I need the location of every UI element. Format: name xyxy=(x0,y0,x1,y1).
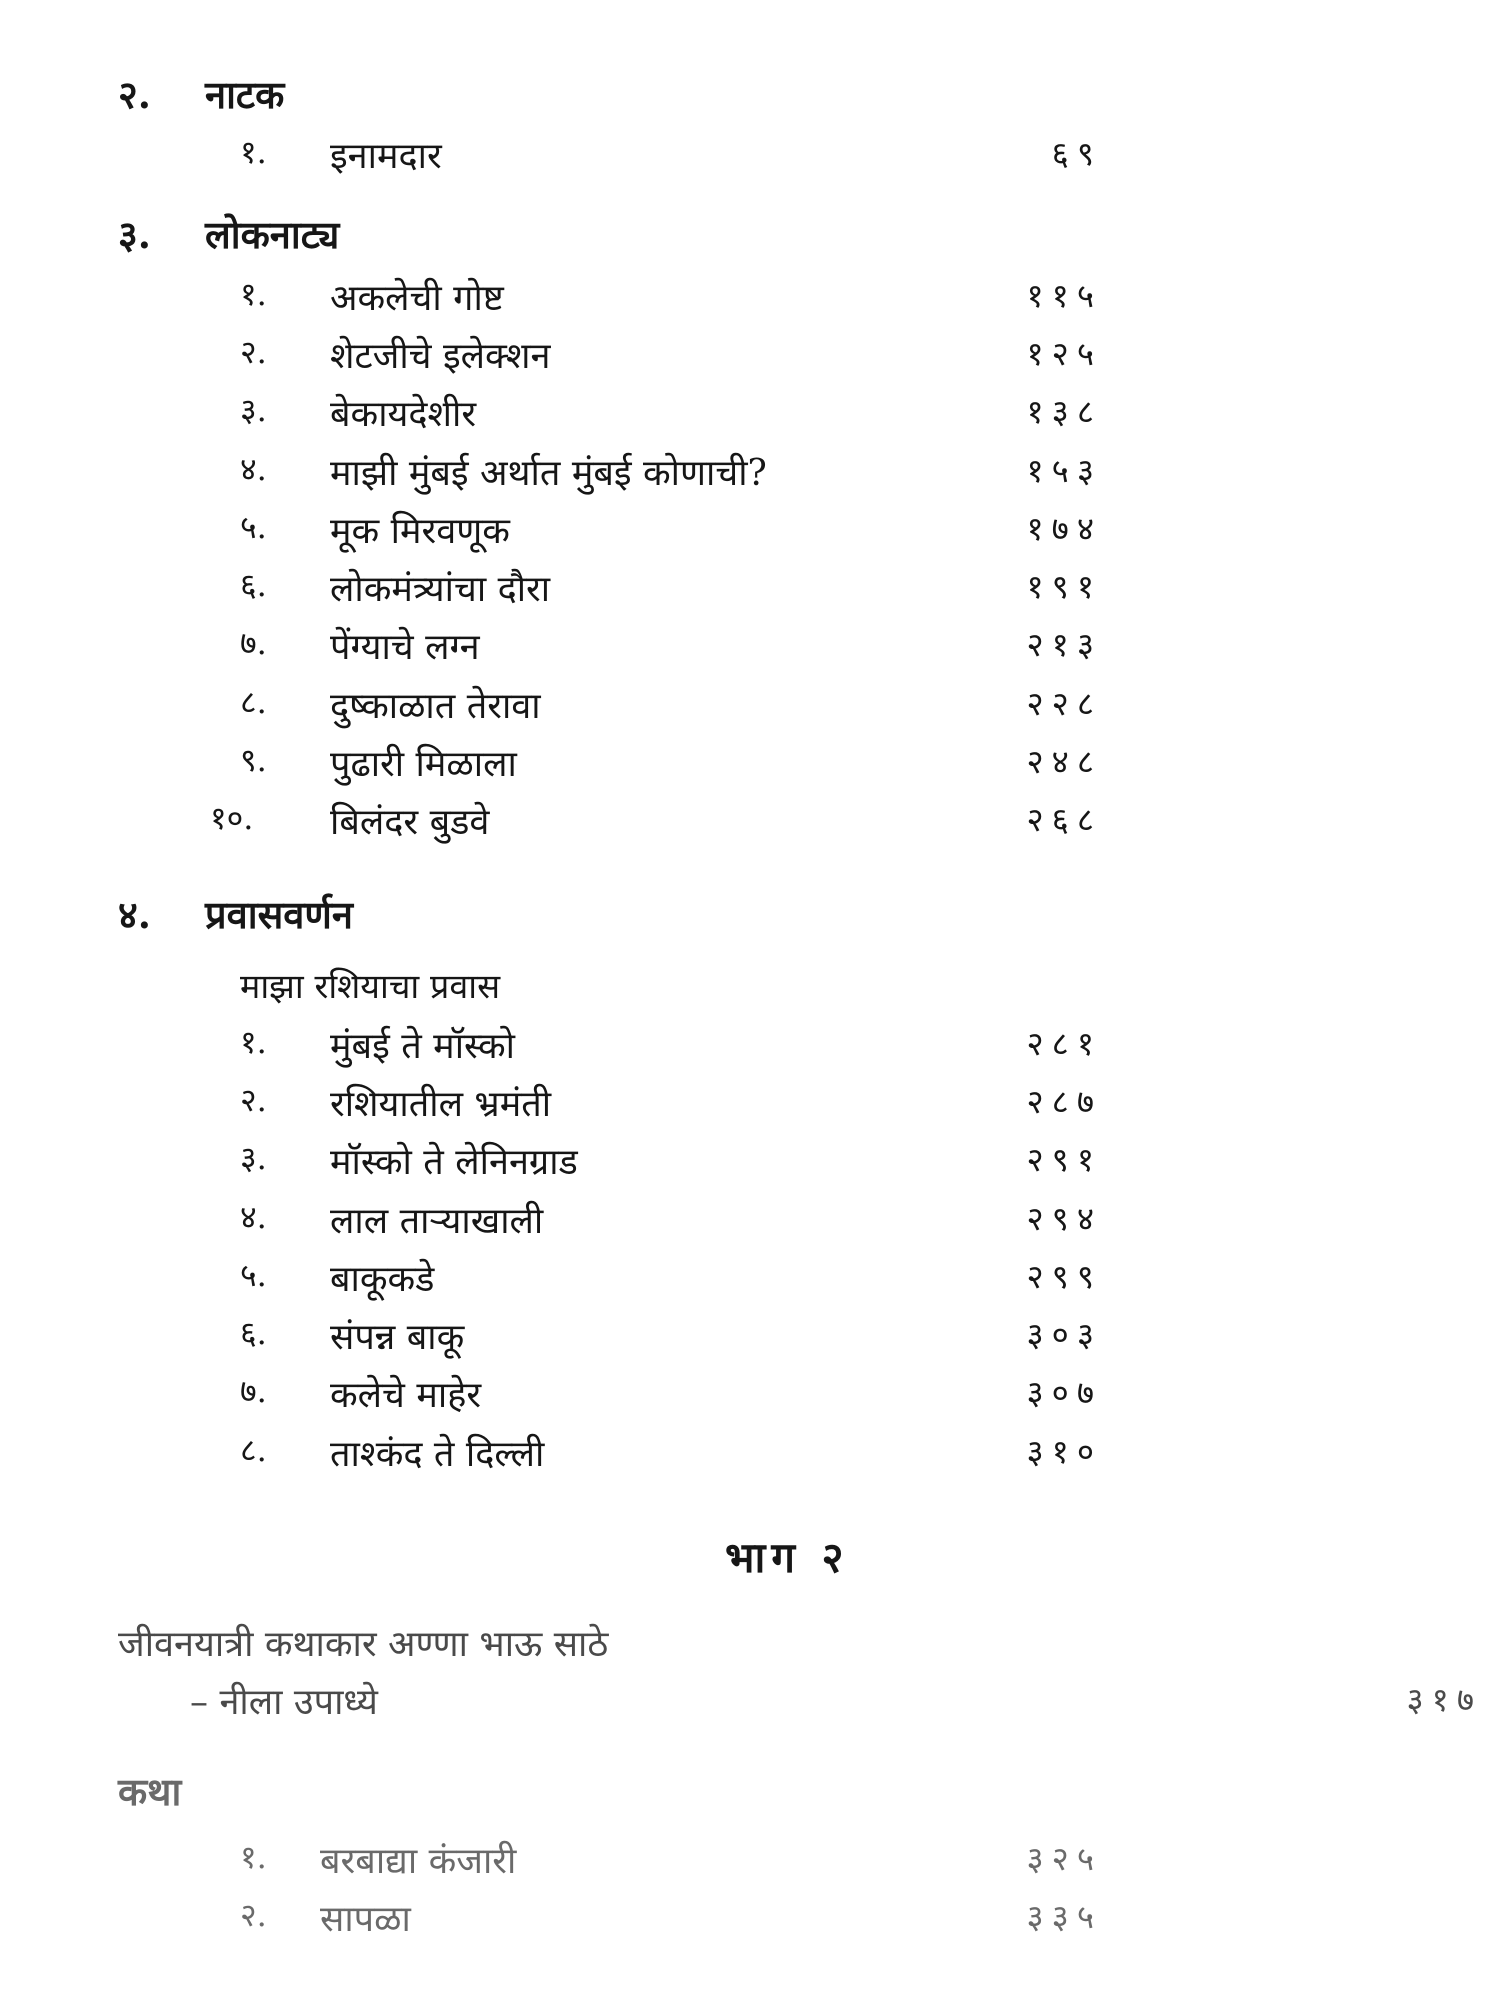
entry-title: बाकूकडे xyxy=(330,1259,435,1300)
entry-title: शेटजीचे इलेक्शन xyxy=(330,336,551,377)
section-heading-pravasvarnan xyxy=(0,888,1500,946)
entry-number: ५. xyxy=(240,1256,267,1294)
entry-title: बरबाद्या कंजारी xyxy=(320,1841,517,1882)
entry-number: ७. xyxy=(240,1372,267,1410)
section-number: ३. xyxy=(118,212,151,257)
section-title: प्रवासवर्णन xyxy=(205,892,353,937)
entry-page-number: १३८ xyxy=(1026,392,1102,431)
entry-page-number: १७४ xyxy=(1026,509,1102,548)
article-author-entry xyxy=(0,1676,1500,1734)
toc-entry xyxy=(0,1253,1500,1311)
entry-page-number: ११५ xyxy=(1026,276,1102,315)
toc-entry xyxy=(0,1369,1500,1427)
entry-page-number: २४८ xyxy=(1026,742,1102,781)
entry-title: सापळा xyxy=(320,1899,411,1940)
entry-number: ४. xyxy=(240,1198,267,1236)
toc-entry xyxy=(0,130,1500,188)
entry-number: ३. xyxy=(240,1139,267,1177)
entry-page-number: ३२५ xyxy=(1026,1839,1102,1878)
toc-entry xyxy=(0,1195,1500,1253)
entry-number: १. xyxy=(240,133,267,171)
toc-entry xyxy=(0,796,1500,854)
entry-number: १. xyxy=(240,1838,267,1876)
section-heading-natak xyxy=(0,68,1500,126)
entry-title: लोकमंत्र्यांचा दौरा xyxy=(330,569,551,610)
subsection-title: माझा रशियाचा प्रवास xyxy=(240,967,501,1007)
entry-title: माझी मुंबई अर्थात मुंबई कोणाची? xyxy=(330,453,767,494)
entry-title: मूक मिरवणूक xyxy=(330,511,510,552)
entry-number: ३. xyxy=(240,391,267,429)
entry-page-number: ३०३ xyxy=(1026,1315,1102,1354)
entry-number: ४. xyxy=(240,450,267,488)
entry-title: पेंग्याचे लग्न xyxy=(330,627,480,668)
entry-number: ७. xyxy=(240,624,267,662)
entry-page-number: १५३ xyxy=(1026,451,1102,490)
entry-number: २. xyxy=(240,333,267,371)
entry-page-number: २९४ xyxy=(1026,1199,1102,1238)
toc-entry xyxy=(0,1893,1500,1951)
entry-title: मॉस्को ते लेनिनग्राड xyxy=(330,1142,578,1183)
article-title: जीवनयात्री कथाकार अण्णा भाऊ साठे xyxy=(118,1624,609,1665)
entry-number: १. xyxy=(240,1023,267,1061)
toc-entry xyxy=(0,272,1500,330)
entry-page-number: २१३ xyxy=(1026,625,1102,664)
article-author: – नीला उपाध्ये xyxy=(190,1682,378,1723)
entry-page-number: ३०७ xyxy=(1026,1373,1102,1412)
entry-number: ६. xyxy=(240,566,267,604)
entry-title: अकलेची गोष्ट xyxy=(330,278,504,319)
entry-page-number: १२५ xyxy=(1026,334,1102,373)
entry-title: संपन्न बाकू xyxy=(330,1317,465,1358)
entry-page-number: ३३५ xyxy=(1026,1897,1102,1936)
entry-page-number: १९१ xyxy=(1026,567,1102,606)
part-title: भाग २ xyxy=(725,1533,850,1582)
toc-entry xyxy=(0,738,1500,796)
section-title: कथा xyxy=(118,1769,182,1814)
toc-entry xyxy=(0,1136,1500,1194)
entry-title: मुंबई ते मॉस्को xyxy=(330,1026,515,1067)
entry-title: बेकायदेशीर xyxy=(330,394,477,435)
section-title: लोकनाट्य xyxy=(205,212,340,257)
section-number: ४. xyxy=(118,892,151,937)
entry-number: १०. xyxy=(210,799,254,837)
part-heading xyxy=(0,1528,1500,1586)
entry-page-number: २९९ xyxy=(1026,1257,1102,1296)
entry-title: कलेचे माहेर xyxy=(330,1375,482,1416)
entry-page-number: २६८ xyxy=(1026,800,1102,839)
entry-page-number: ६९ xyxy=(1051,134,1102,173)
entry-title: इनामदार xyxy=(330,136,442,177)
entry-page-number: ३१० xyxy=(1026,1432,1102,1471)
entry-title: पुढारी मिळाला xyxy=(330,744,517,785)
entry-title: ताश्कंद ते दिल्ली xyxy=(330,1434,545,1475)
subsection-heading xyxy=(0,962,1500,1020)
entry-page-number: २२८ xyxy=(1026,684,1102,723)
toc-entry xyxy=(0,1020,1500,1078)
entry-number: ८. xyxy=(240,683,267,721)
stories-heading xyxy=(0,1765,1500,1823)
toc-entry xyxy=(0,1078,1500,1136)
entry-number: २. xyxy=(240,1081,267,1119)
entry-number: ८. xyxy=(240,1431,267,1469)
section-title: नाटक xyxy=(205,72,285,117)
toc-entry xyxy=(0,1835,1500,1893)
section-number: २. xyxy=(118,72,151,117)
entry-title: बिलंदर बुडवे xyxy=(330,802,490,843)
entry-title: लाल ताऱ्याखाली xyxy=(330,1201,544,1242)
entry-page-number: २८१ xyxy=(1026,1024,1102,1063)
toc-entry xyxy=(0,1311,1500,1369)
entry-number: २. xyxy=(240,1896,267,1934)
entry-number: १. xyxy=(240,275,267,313)
entry-title: दुष्काळात तेरावा xyxy=(330,686,541,727)
article-entry xyxy=(0,1618,1500,1676)
entry-number: ५. xyxy=(240,508,267,546)
entry-number: ९. xyxy=(240,741,267,779)
entry-page-number: ३१७ xyxy=(1406,1680,1482,1719)
entry-title: रशियातील भ्रमंती xyxy=(330,1084,552,1125)
toc-entry xyxy=(0,447,1500,505)
entry-page-number: २८७ xyxy=(1026,1082,1102,1121)
toc-entry xyxy=(0,330,1500,388)
entry-number: ६. xyxy=(240,1314,267,1352)
entry-page-number: २९१ xyxy=(1026,1140,1102,1179)
toc-entry xyxy=(0,505,1500,563)
toc-entry xyxy=(0,621,1500,679)
toc-entry xyxy=(0,388,1500,446)
toc-entry xyxy=(0,563,1500,621)
toc-entry xyxy=(0,680,1500,738)
toc-entry xyxy=(0,1428,1500,1486)
section-heading-loknatya xyxy=(0,208,1500,266)
